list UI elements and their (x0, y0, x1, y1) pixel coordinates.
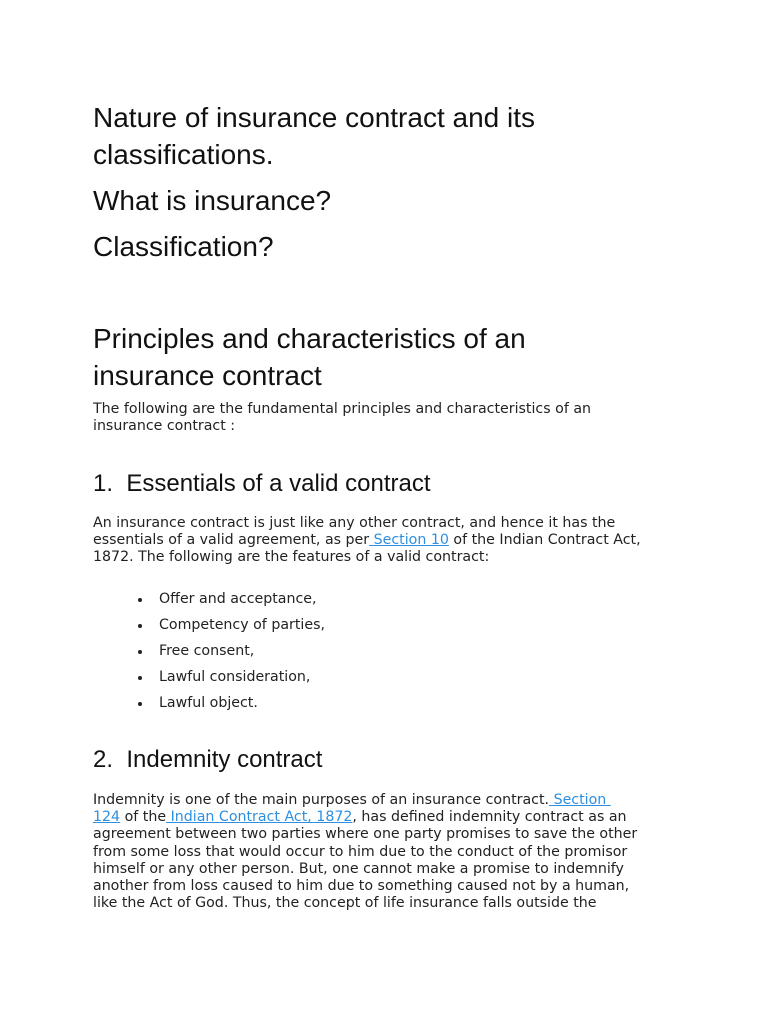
section-2-line-1-text: Indemnity is one of the main purposes of an insurance contract. (93, 792, 550, 808)
principles-heading-line-2: insurance contract (93, 360, 322, 391)
list-item (93, 695, 693, 721)
section-10-link[interactable]: Section 10 (369, 532, 449, 549)
list-item (93, 617, 693, 643)
list-item-text: Free consent, (159, 643, 255, 659)
section-2-heading: 2. Indemnity contract (93, 746, 323, 773)
principles-heading (93, 320, 526, 394)
section-1-line-1: An insurance contract is just like any other contract, and hence it has the (93, 515, 616, 531)
section-1-heading: 1. Essentials of a valid contract (93, 470, 431, 497)
section-124-link-cont[interactable]: 124 (93, 809, 121, 826)
list-item (93, 591, 693, 617)
section-1-line-3: 1872. The following are the features of a valid contract: (93, 549, 490, 566)
section-2-line-2-text: of the (120, 809, 167, 826)
principles-intro-line-1: The following are the fundamental principles and characteristics of an (93, 401, 592, 417)
section-2-line-6: another from loss caused to him due to something caused not by a human, (93, 878, 630, 895)
section-2-line-3: agreement between two parties where one party promises to save the other (93, 826, 638, 843)
section-1-paragraph (93, 515, 713, 567)
section-2-line-4: from some loss that would occur to him due to the conduct of the promisor (93, 843, 628, 860)
bullet-icon (138, 650, 142, 654)
principles-intro-line-2: insurance contract : (93, 418, 236, 435)
page-title-line-2: classifications. (93, 139, 274, 170)
valid-contract-features-list (93, 591, 693, 721)
principles-heading-line-1: Principles and characteristics of an (93, 323, 526, 354)
question-what-is-insurance: What is insurance? (93, 185, 332, 216)
section-1-line-2-text: essentials of a valid agreement, as per (93, 532, 370, 549)
section-124-link[interactable]: Section (549, 792, 611, 808)
section-2-line-2-text-end: , has defined indemnity contract as an (352, 809, 627, 826)
bullet-icon (138, 676, 142, 680)
list-item (93, 643, 693, 669)
principles-intro (93, 401, 713, 435)
page-title (93, 99, 535, 173)
indian-contract-act-link[interactable]: Indian Contract Act, 1872 (166, 809, 353, 826)
section-2-line-5: himself or any other person. But, one cannot make a promise to indemnify (93, 860, 624, 877)
page-title-line-1: Nature of insurance contract and its (93, 102, 536, 133)
bullet-icon (138, 598, 142, 602)
list-item-text: Lawful object. (159, 695, 258, 711)
list-item-text: Offer and acceptance, (159, 591, 317, 607)
list-item-text: Lawful consideration, (159, 669, 311, 685)
section-2-line-1 (93, 792, 713, 809)
section-1-line-2-text-end: of the Indian Contract Act, (448, 532, 641, 549)
bullet-icon (138, 702, 142, 706)
section-2-line-7: like the Act of God. Thus, the concept of life insurance falls outside the (93, 895, 597, 912)
section-1-line-2 (93, 532, 713, 549)
question-classification: Classification? (93, 231, 274, 262)
section-2-paragraph (93, 792, 713, 912)
bullet-icon (138, 624, 142, 628)
section-2-line-2 (93, 809, 713, 826)
list-item-text: Competency of parties, (159, 617, 325, 633)
list-item (93, 669, 693, 695)
